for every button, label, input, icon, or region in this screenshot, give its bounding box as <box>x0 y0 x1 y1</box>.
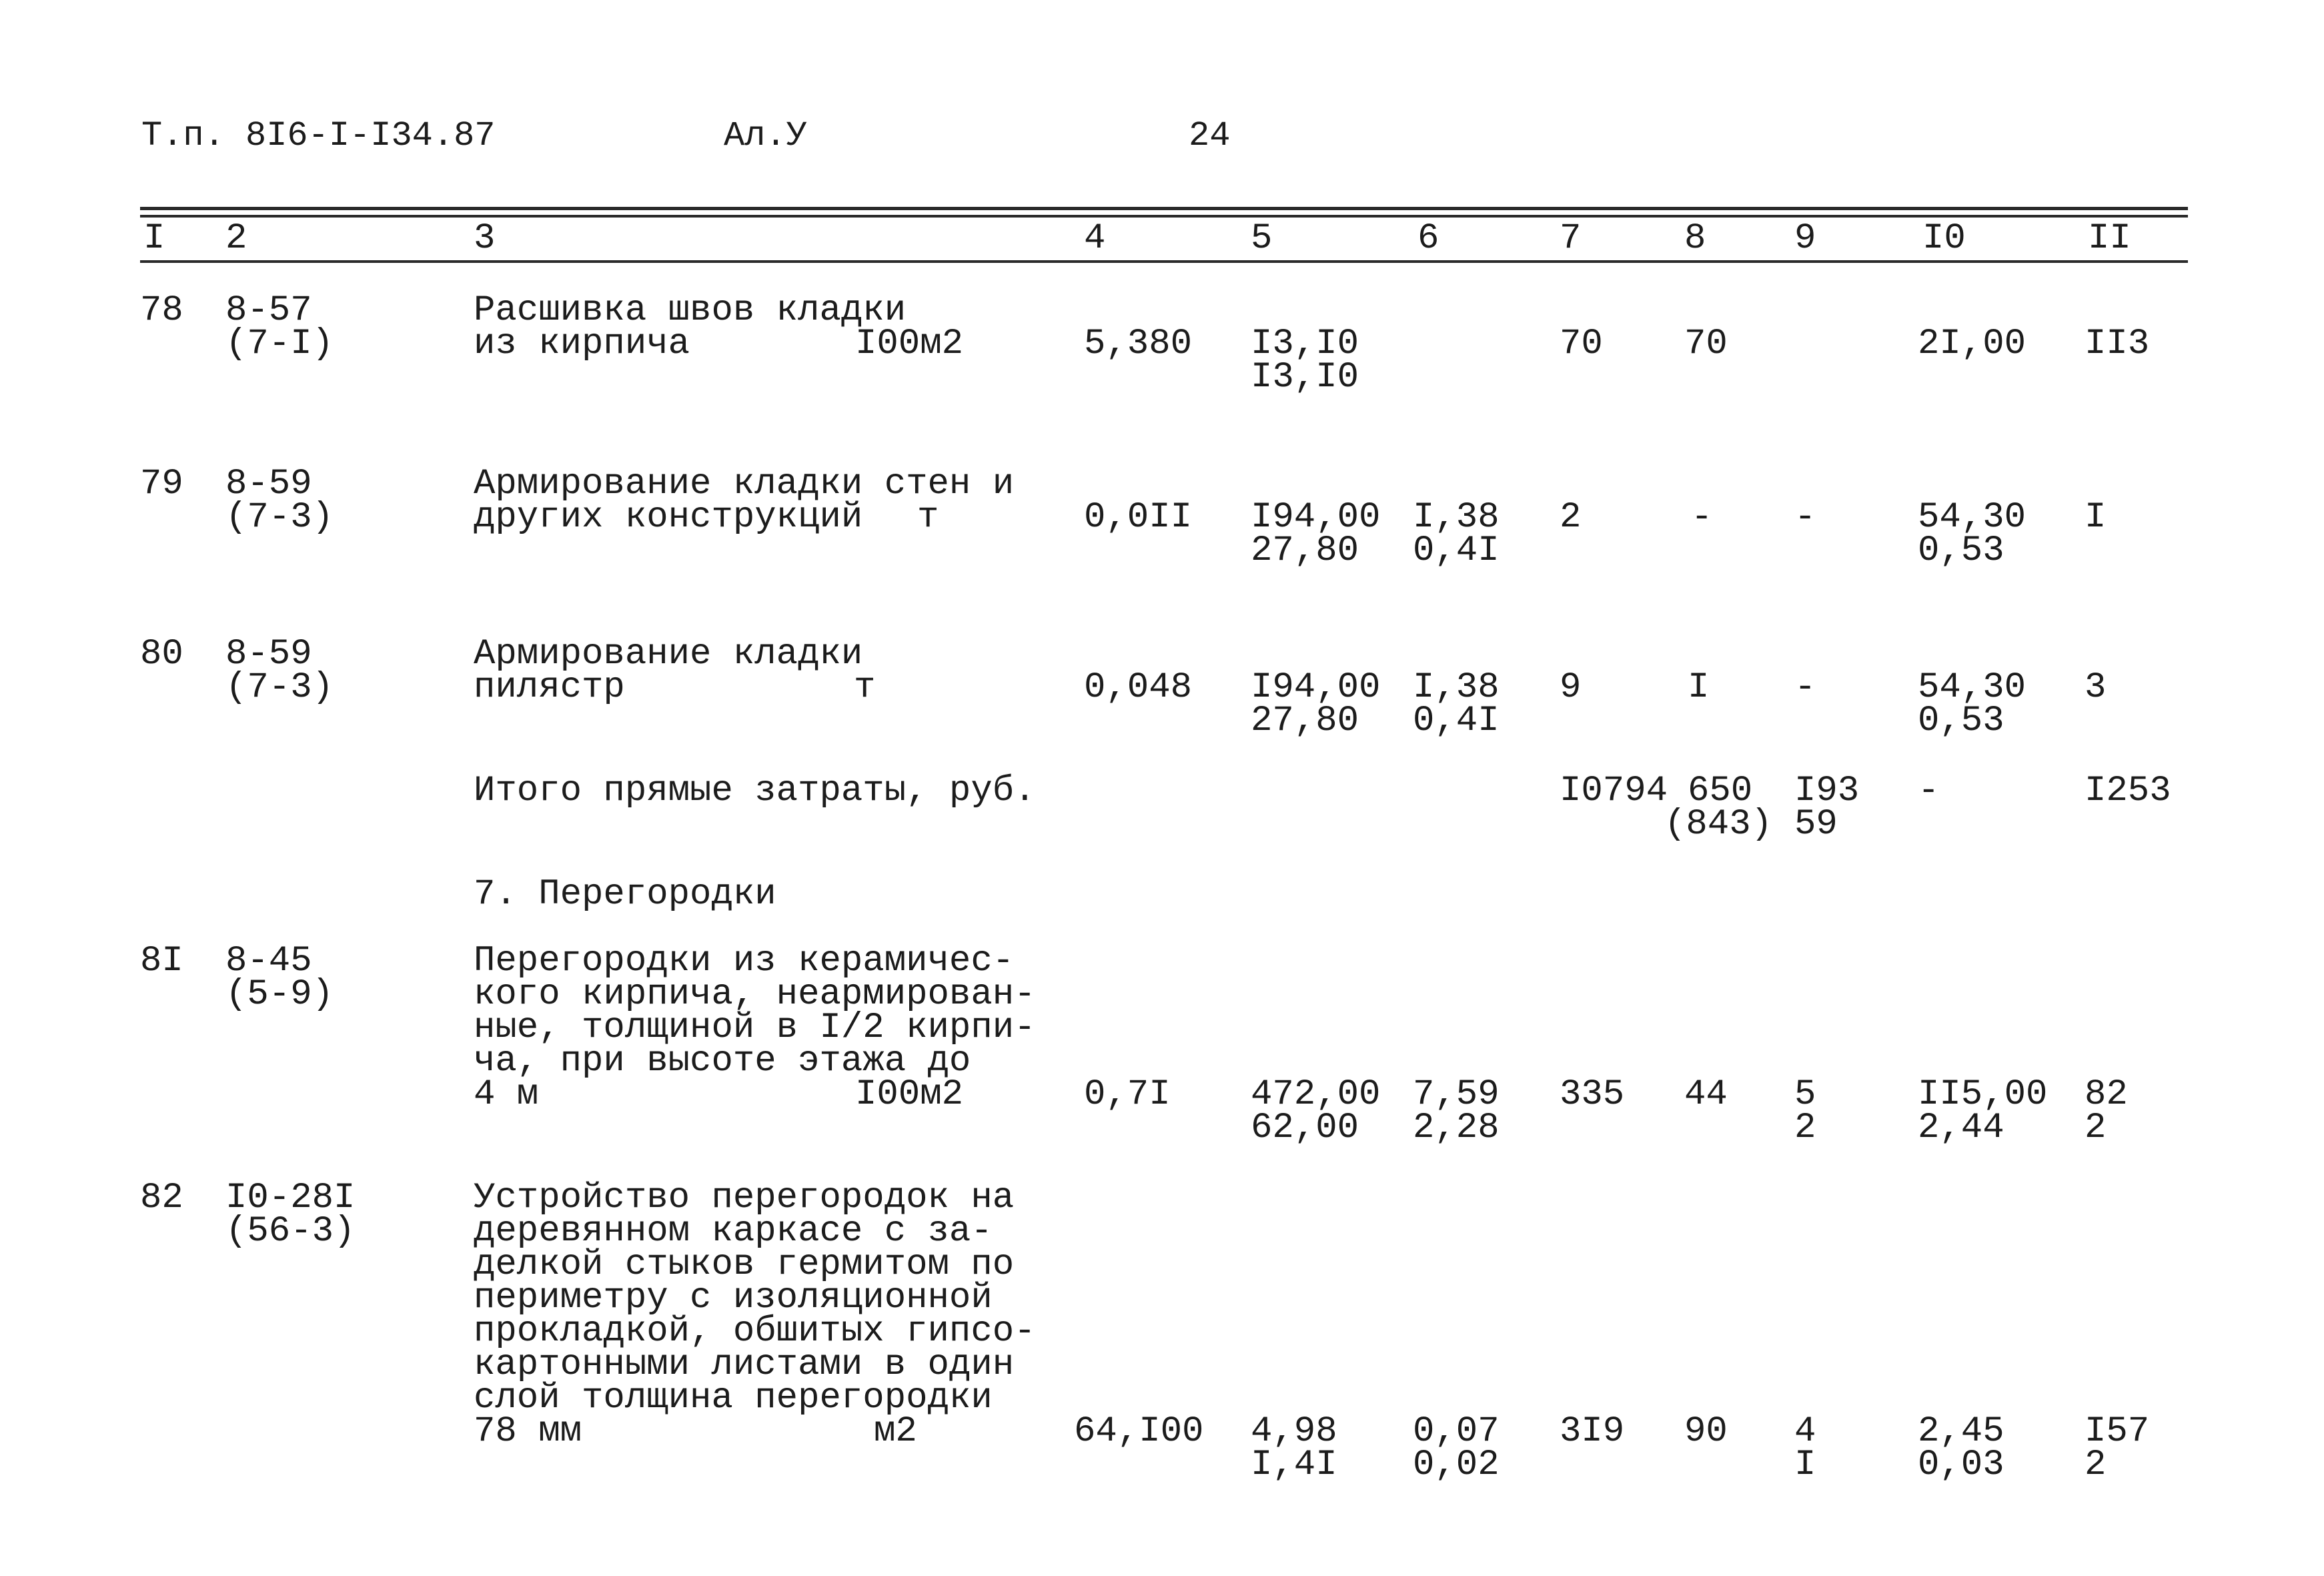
work-name-line: делкой стыков гермитом по <box>474 1244 1015 1285</box>
quantity: 5,380 <box>1084 324 1193 364</box>
col5-value: I94,00 <box>1251 667 1381 708</box>
rate-code-ref: (5-9) <box>225 974 334 1015</box>
quantity: 0,0II <box>1084 497 1193 538</box>
row-number: 80 <box>140 634 183 675</box>
rate-code-ref: (7-3) <box>225 667 334 708</box>
col5-value: I94,00 <box>1251 497 1381 538</box>
col7-value: 335 <box>1560 1074 1625 1115</box>
col10-value: 2I,00 <box>1918 324 2026 364</box>
col5-value: 4,98 <box>1251 1411 1337 1452</box>
col6-value-2: 0,4I <box>1413 701 1500 741</box>
unit: I00м2 <box>855 1074 964 1115</box>
column-header: II <box>2088 218 2131 259</box>
rate-code: 8-57 <box>225 290 312 331</box>
col6-value-2: 0,4I <box>1413 530 1500 571</box>
work-name-line: ча, при высоте этажа до <box>474 1041 971 1082</box>
col11-value-2: 2 <box>2085 1445 2107 1485</box>
total-col10: - <box>1918 771 1940 811</box>
total-col8: 650 <box>1688 771 1753 811</box>
work-name-line: Устройство перегородок на <box>474 1178 1015 1218</box>
unit: т <box>917 497 939 538</box>
work-name-line: Перегородки из керамичес- <box>474 941 1015 981</box>
col7-value: 2 <box>1560 497 1582 538</box>
work-name-line: других конструкций <box>474 497 863 538</box>
col9-value: - <box>1794 497 1816 538</box>
rate-code: 8-59 <box>225 634 312 675</box>
col10-value: 2,45 <box>1918 1411 2004 1452</box>
work-name-line: прокладкой, обшитых гипсо- <box>474 1311 1036 1352</box>
row-number: 82 <box>140 1178 183 1218</box>
col6-value-2: 0,02 <box>1413 1445 1500 1485</box>
total-col9-2: 59 <box>1794 804 1838 845</box>
rate-code: 8-45 <box>225 941 312 981</box>
column-header: 9 <box>1794 218 1816 259</box>
col10-value-2: 2,44 <box>1918 1108 2004 1148</box>
work-name-line: Армирование кладки стен и <box>474 464 1015 504</box>
rate-code: I0-28I <box>225 1178 356 1218</box>
work-name-line: 4 м <box>474 1074 539 1115</box>
col6-value: I,38 <box>1413 667 1500 708</box>
row-number: 8I <box>140 941 183 981</box>
col9-value-2: I <box>1794 1445 1816 1485</box>
col6-value: I,38 <box>1413 497 1500 538</box>
document-code: Т.п. 8I6-I-I34.87 <box>141 116 496 155</box>
column-header: 2 <box>225 218 247 259</box>
work-name-line: деревянном каркасе с за- <box>474 1211 993 1252</box>
col9-value: 4 <box>1794 1411 1816 1452</box>
rate-code: 8-59 <box>225 464 312 504</box>
col5-value: I3,I0 <box>1251 324 1359 364</box>
total-col7: I0794 <box>1560 771 1668 811</box>
col11-value-2: 2 <box>2085 1108 2107 1148</box>
work-name-line: картонными листами в один <box>474 1344 1015 1385</box>
col6-value: 7,59 <box>1413 1074 1500 1115</box>
unit: т <box>854 667 876 708</box>
col6-value: 0,07 <box>1413 1411 1500 1452</box>
rate-code-ref: (7-I) <box>225 324 334 364</box>
total-col9: I93 <box>1794 771 1860 811</box>
col5-value-2: I3,I0 <box>1251 357 1359 398</box>
page-number: 24 <box>1189 116 1231 155</box>
col11-value: 3 <box>2085 667 2107 708</box>
row-number: 78 <box>140 290 183 331</box>
col9-value-2: 2 <box>1794 1108 1816 1148</box>
column-header: 8 <box>1684 218 1706 259</box>
rate-code-ref: (56-3) <box>225 1211 356 1252</box>
quantity: 64,I00 <box>1074 1411 1204 1452</box>
col10-value: 54,30 <box>1918 497 2026 538</box>
col5-value-2: 27,80 <box>1251 701 1359 741</box>
work-name-line: кого кирпича, неармирован- <box>474 974 1036 1015</box>
col5-value-2: 27,80 <box>1251 530 1359 571</box>
col10-value-2: 0,53 <box>1918 701 2004 741</box>
col8-value: 44 <box>1684 1074 1728 1115</box>
table-top-rule-2 <box>140 215 2188 218</box>
column-header: 4 <box>1084 218 1106 259</box>
work-name-line: слой толщина перегородки <box>474 1378 993 1419</box>
col10-value-2: 0,53 <box>1918 530 2004 571</box>
total-label: Итого прямые затраты, руб. <box>474 771 1036 811</box>
unit: I00м2 <box>855 324 964 364</box>
col10-value: II5,00 <box>1918 1074 2048 1115</box>
total-col8-2: (843) <box>1664 804 1773 845</box>
section-heading: 7. Перегородки <box>474 874 776 915</box>
col6-value-2: 2,28 <box>1413 1108 1500 1148</box>
col5-value-2: 62,00 <box>1251 1108 1359 1148</box>
table-top-rule <box>140 207 2188 210</box>
quantity: 0,7I <box>1084 1074 1171 1115</box>
total-col11: I253 <box>2085 771 2171 811</box>
work-name-line: Расшивка швов кладки <box>474 290 907 331</box>
sheet-label: Ал.У <box>724 116 807 155</box>
col8-value: - <box>1691 497 1713 538</box>
col8-value: I <box>1688 667 1710 708</box>
col10-value: 54,30 <box>1918 667 2026 708</box>
work-name-line: 78 мм <box>474 1411 582 1452</box>
work-name-line: Армирование кладки <box>474 634 863 675</box>
unit: м2 <box>874 1411 917 1452</box>
row-number: 79 <box>140 464 183 504</box>
col5-value-2: I,4I <box>1251 1445 1337 1485</box>
col11-value: II3 <box>2085 324 2150 364</box>
column-header: I0 <box>1922 218 1966 259</box>
col9-value: - <box>1794 667 1816 708</box>
column-header: 3 <box>474 218 496 259</box>
col10-value-2: 0,03 <box>1918 1445 2004 1485</box>
work-name-line: из кирпича <box>474 324 690 364</box>
col7-value: 70 <box>1560 324 1603 364</box>
col7-value: 3I9 <box>1560 1411 1625 1452</box>
col8-value: 90 <box>1684 1411 1728 1452</box>
col11-value: I <box>2085 497 2107 538</box>
column-header: 6 <box>1417 218 1439 259</box>
quantity: 0,048 <box>1084 667 1193 708</box>
col5-value: 472,00 <box>1251 1074 1381 1115</box>
col11-value: 82 <box>2085 1074 2128 1115</box>
rate-code-ref: (7-3) <box>225 497 334 538</box>
work-name-line: пилястр <box>474 667 625 708</box>
work-name-line: периметру с изоляционной <box>474 1278 993 1318</box>
column-header: 7 <box>1560 218 1582 259</box>
col9-value: 5 <box>1794 1074 1816 1115</box>
work-name-line: ные, толщиной в I/2 кирпи- <box>474 1008 1036 1048</box>
col11-value: I57 <box>2085 1411 2150 1452</box>
column-header: 5 <box>1251 218 1273 259</box>
column-header: I <box>143 218 165 259</box>
header-bottom-rule <box>140 260 2188 263</box>
col8-value: 70 <box>1684 324 1728 364</box>
col7-value: 9 <box>1560 667 1582 708</box>
